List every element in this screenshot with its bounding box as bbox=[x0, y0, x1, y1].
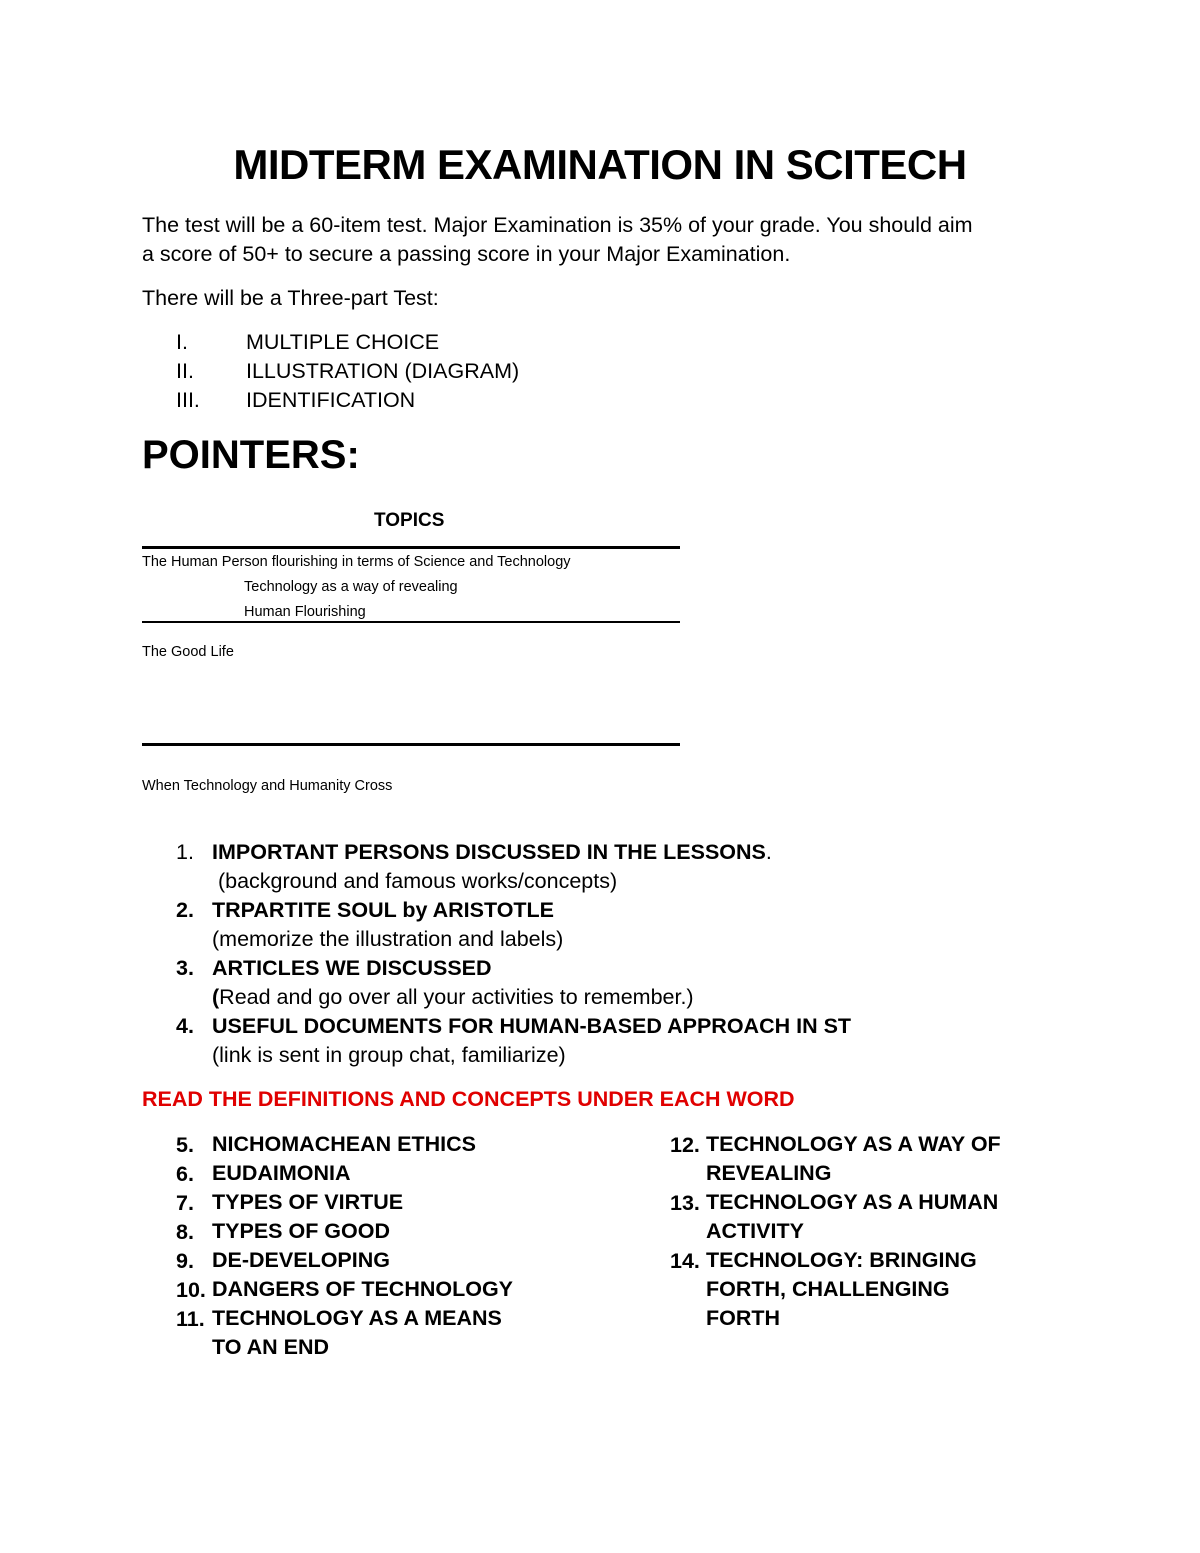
word-item-continued: TO AN END bbox=[212, 1335, 330, 1359]
list-item-note: (background and famous works/concepts) bbox=[212, 869, 618, 893]
word-item-continued: FORTH, CHALLENGING bbox=[706, 1277, 950, 1301]
item-number: 1. bbox=[176, 840, 194, 864]
part-number: III. bbox=[176, 388, 200, 412]
topics-heading: TOPICS bbox=[374, 510, 445, 531]
topic-subitem: Technology as a way of revealing bbox=[244, 579, 458, 595]
note-paren: ( bbox=[212, 985, 220, 1009]
word-number: 10. bbox=[176, 1278, 206, 1302]
word-item-continued: ACTIVITY bbox=[706, 1219, 804, 1243]
divider bbox=[142, 621, 680, 623]
item-number: 4. bbox=[176, 1014, 194, 1038]
part-number: I. bbox=[176, 330, 188, 354]
topic-subitem: Human Flourishing bbox=[244, 604, 366, 620]
word-number: 8. bbox=[176, 1220, 194, 1244]
word-item: TECHNOLOGY: BRINGING bbox=[706, 1248, 977, 1272]
list-item-note: (memorize the illustration and labels) bbox=[212, 927, 564, 951]
word-item: TYPES OF VIRTUE bbox=[212, 1190, 404, 1214]
topic-item: When Technology and Humanity Cross bbox=[142, 778, 393, 794]
word-item: DE-DEVELOPING bbox=[212, 1248, 390, 1272]
three-part-text: There will be a Three-part Test: bbox=[142, 286, 439, 310]
note-text: Read and go over all your activities to remember.) bbox=[219, 985, 694, 1009]
word-number: 14. bbox=[670, 1249, 700, 1273]
word-number: 9. bbox=[176, 1249, 194, 1273]
word-number: 5. bbox=[176, 1133, 194, 1157]
item-number: 2. bbox=[176, 898, 194, 922]
list-item-title bbox=[212, 840, 772, 865]
list-item-note: (link is sent in group chat, familiarize) bbox=[212, 1043, 566, 1067]
word-item: TECHNOLOGY AS A HUMAN bbox=[706, 1190, 999, 1214]
part-number: II. bbox=[176, 359, 194, 383]
page-title: MIDTERM EXAMINATION IN SCITECH bbox=[233, 141, 967, 188]
word-item: TECHNOLOGY AS A MEANS bbox=[212, 1306, 502, 1330]
word-number: 6. bbox=[176, 1162, 194, 1186]
word-item: EUDAIMONIA bbox=[212, 1161, 351, 1185]
list-item-title: ARTICLES WE DISCUSSED bbox=[212, 956, 492, 980]
divider bbox=[142, 743, 680, 746]
word-item-continued: REVEALING bbox=[706, 1161, 832, 1185]
list-item-title: TRPARTITE SOUL by ARISTOTLE bbox=[212, 898, 555, 922]
word-number: 11. bbox=[176, 1307, 205, 1331]
topic-item: The Good Life bbox=[142, 644, 234, 660]
red-heading: READ THE DEFINITIONS AND CONCEPTS UNDER EACH WORD bbox=[142, 1087, 795, 1111]
pointers-heading: POINTERS: bbox=[142, 433, 360, 477]
list-item-note bbox=[212, 985, 694, 1010]
part-label: MULTIPLE CHOICE bbox=[246, 330, 440, 354]
part-label: ILLUSTRATION (DIAGRAM) bbox=[246, 359, 520, 383]
part-label: IDENTIFICATION bbox=[246, 388, 416, 412]
word-number: 12. bbox=[670, 1133, 700, 1157]
item-number: 3. bbox=[176, 956, 194, 980]
intro-line-2: a score of 50+ to secure a passing score in your Major Examination. bbox=[142, 242, 791, 266]
word-item: TYPES OF GOOD bbox=[212, 1219, 390, 1243]
word-item: DANGERS OF TECHNOLOGY bbox=[212, 1277, 514, 1301]
item-title-text: IMPORTANT PERSONS DISCUSSED IN THE LESSONS bbox=[212, 840, 766, 864]
list-item-title: USEFUL DOCUMENTS FOR HUMAN-BASED APPROACH IN ST bbox=[212, 1014, 852, 1038]
word-item: NICHOMACHEAN ETHICS bbox=[212, 1132, 476, 1156]
topic-item: The Human Person flourishing in terms of Science and Technology bbox=[142, 554, 571, 570]
item-title-suffix: . bbox=[765, 840, 772, 864]
divider bbox=[142, 546, 680, 549]
word-number: 13. bbox=[670, 1191, 700, 1215]
word-item: TECHNOLOGY AS A WAY OF bbox=[706, 1132, 1001, 1156]
intro-line-1: The test will be a 60-item test. Major Examination is 35% of your grade. You should aim bbox=[142, 213, 973, 237]
word-item-continued: FORTH bbox=[706, 1306, 781, 1330]
word-number: 7. bbox=[176, 1191, 194, 1215]
